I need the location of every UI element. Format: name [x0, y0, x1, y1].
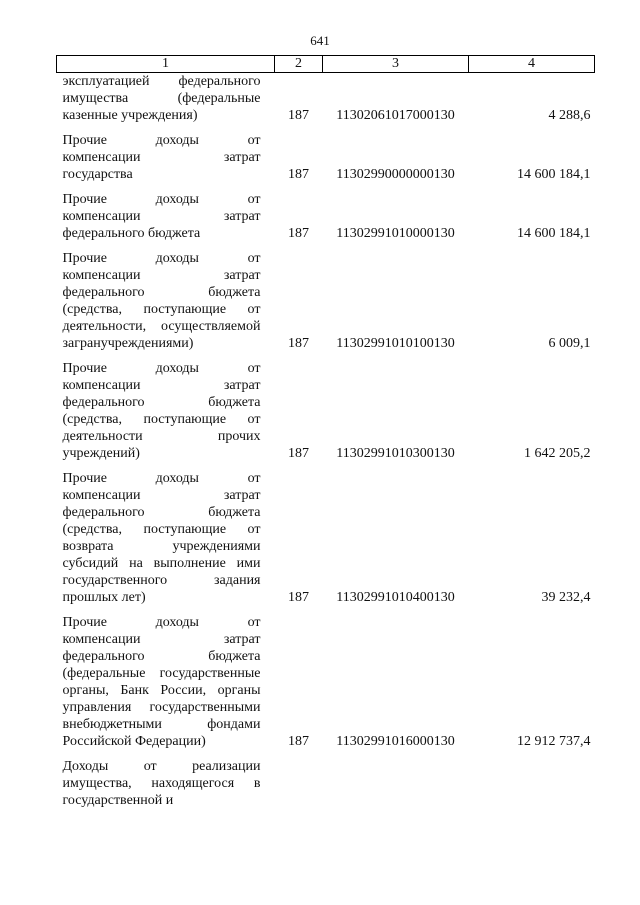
classification-code: 11302991010000130: [336, 226, 455, 241]
row-description: [57, 132, 261, 183]
description-line: деятельности прочих: [62, 429, 261, 444]
row-description: [57, 470, 261, 606]
row-description: [57, 191, 261, 242]
row-description: [57, 73, 261, 124]
budget-table: [56, 55, 595, 809]
amount: 39 232,4: [541, 590, 591, 605]
table-row: [57, 132, 595, 183]
description-line: Прочие доходы от: [62, 251, 261, 266]
description-line: (федеральные государственные: [62, 666, 261, 681]
description-line: казенные учреждения): [62, 108, 198, 123]
description-line: федерального бюджета: [62, 285, 261, 300]
classification-code: 11302991010300130: [336, 446, 455, 461]
table-row: [57, 73, 595, 125]
description-line: возврата учреждениями: [62, 539, 261, 554]
description-line: органы, Банк России, органы: [62, 683, 261, 698]
amount: 1 642 205,2: [524, 446, 591, 461]
admin-code: 187: [288, 226, 309, 241]
description-line: управления государственными: [62, 700, 261, 715]
classification-code: 11302991016000130: [336, 734, 455, 749]
description-line: компенсации затрат: [62, 209, 261, 224]
description-line: компенсации затрат: [62, 268, 261, 283]
description-line: компенсации затрат: [62, 488, 261, 503]
classification-code: 11302061017000130: [336, 108, 455, 123]
description-line: (средства, поступающие от: [62, 412, 261, 427]
description-line: прошлых лет): [62, 590, 146, 605]
description-line: государственной и: [62, 793, 174, 808]
description-line: (средства, поступающие от: [62, 522, 261, 537]
column-header-3: 3: [323, 56, 469, 73]
table-row: [57, 758, 595, 809]
table-row: [57, 614, 595, 750]
description-line: имущества (федеральные: [62, 91, 261, 106]
description-line: федерального бюджета: [62, 226, 201, 241]
amount: [469, 758, 595, 809]
column-header-1: 1: [57, 56, 275, 73]
classification-code: 11302991010100130: [336, 336, 455, 351]
description-line: федерального бюджета: [62, 505, 261, 520]
description-line: внебюджетными фондами: [62, 717, 261, 732]
description-line: государственного задания: [62, 573, 261, 588]
table-row: [57, 250, 595, 352]
classification-code: [323, 758, 469, 809]
description-line: Российской Федерации): [62, 734, 206, 749]
description-line: федерального бюджета: [62, 395, 261, 410]
admin-code: [275, 758, 323, 809]
amount: 6 009,1: [548, 336, 591, 351]
row-spacer: [57, 462, 595, 470]
table-row: [57, 360, 595, 462]
row-spacer: [57, 242, 595, 250]
description-line: деятельности, осуществляемой: [62, 319, 261, 334]
classification-code: 11302990000000130: [336, 167, 455, 182]
row-spacer: [57, 750, 595, 758]
description-line: эксплуатацией федерального: [62, 74, 261, 89]
table-row: [57, 191, 595, 242]
description-line: (средства, поступающие от: [62, 302, 261, 317]
amount: 4 288,6: [548, 108, 591, 123]
classification-code: 11302991010400130: [336, 590, 455, 605]
description-line: компенсации затрат: [62, 150, 261, 165]
row-description: [57, 360, 261, 462]
admin-code: 187: [288, 446, 309, 461]
table-header-row: [57, 56, 595, 73]
description-line: Прочие доходы от: [62, 615, 261, 630]
admin-code: 187: [288, 590, 309, 605]
description-line: Прочие доходы от: [62, 361, 261, 376]
amount: 14 600 184,1: [517, 167, 591, 182]
amount: 12 912 737,4: [517, 734, 591, 749]
description-line: субсидий на выполнение ими: [62, 556, 261, 571]
column-header-4: 4: [469, 56, 595, 73]
admin-code: 187: [288, 108, 309, 123]
row-description: [57, 614, 261, 750]
row-spacer: [57, 124, 595, 132]
amount: 14 600 184,1: [517, 226, 591, 241]
admin-code: 187: [288, 167, 309, 182]
table-body: [57, 73, 595, 810]
description-line: имущества, находящегося в: [62, 776, 261, 791]
description-line: компенсации затрат: [62, 378, 261, 393]
description-line: федерального бюджета: [62, 649, 261, 664]
row-spacer: [57, 606, 595, 614]
table-row: [57, 470, 595, 606]
description-line: Прочие доходы от: [62, 133, 261, 148]
row-description: [57, 758, 261, 809]
admin-code: 187: [288, 734, 309, 749]
description-line: Доходы от реализации: [62, 759, 261, 774]
row-spacer: [57, 183, 595, 191]
description-line: Прочие доходы от: [62, 471, 261, 486]
description-line: учреждений): [62, 446, 140, 461]
description-line: Прочие доходы от: [62, 192, 261, 207]
description-line: государства: [62, 167, 133, 182]
admin-code: 187: [288, 336, 309, 351]
row-description: [57, 250, 261, 352]
column-header-2: 2: [275, 56, 323, 73]
row-spacer: [57, 352, 595, 360]
page-number: 641: [310, 33, 330, 48]
description-line: загранучреждениями): [62, 336, 194, 351]
description-line: компенсации затрат: [62, 632, 261, 647]
